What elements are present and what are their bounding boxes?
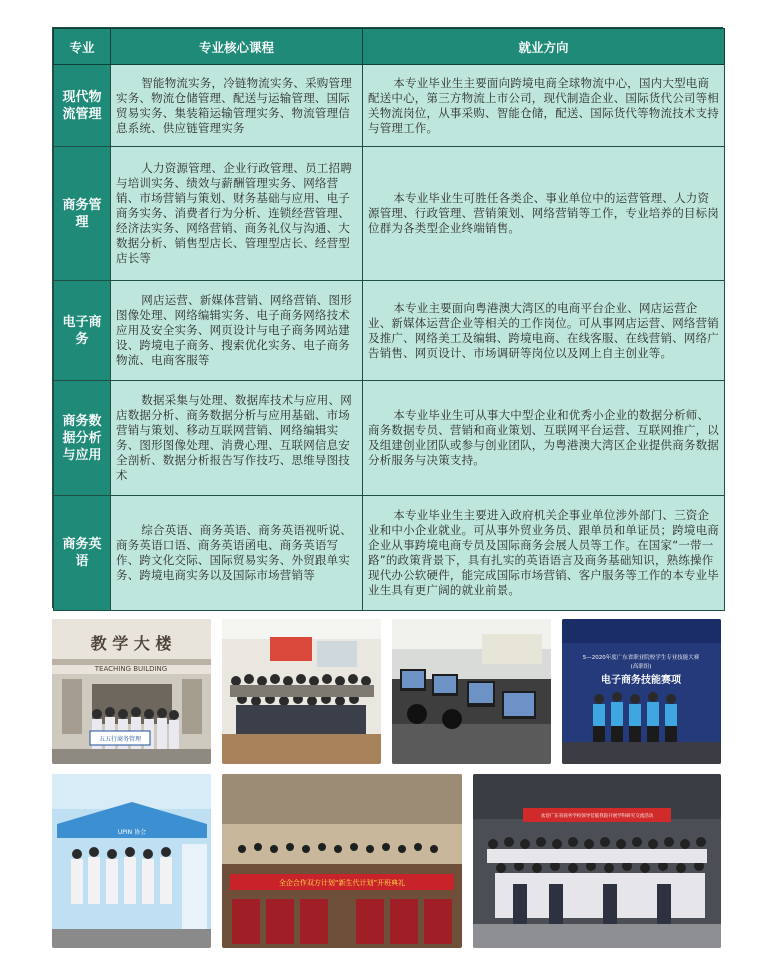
header-courses: 专业核心课程	[111, 29, 363, 65]
career-direction: 本专业主要面向粤港澳大湾区的电商平台企业、网店运营企业、新媒体运营企业等相关的工作岗位。可从事网店运营、网络营销及推广、网络美工及编辑、跨境电商、在线客服、在线营销、网络广告销售、网页设计、市场调研等岗位以及网上自主创业等。	[363, 281, 725, 381]
building-sign-en: TEACHING BUILDING	[94, 665, 168, 673]
competition-sub: (高职组)	[630, 664, 652, 670]
major-name: 商务管理	[54, 147, 111, 281]
photo-banner: 五五行商务管理	[98, 736, 142, 743]
major-name: 现代物流管理	[54, 65, 111, 147]
core-courses: 人力资源管理、企业行政管理、员工招聘与培训实务、绩效与薪酬管理实务、网络营销、市场营销与策划、财务基础与应用、电子商务实务、消费者行为分析、连锁经营管理、经济法实务、网络营销、商务礼仪与沟通、大数据分析、销售型店长、管理型店长、经营型店长等	[111, 147, 363, 281]
career-direction: 本专业毕业生可从事大中型企业和优秀小企业的数据分析师、商务数据专员、营销和商业策划、互联网平台运营、互联网推广，以及组建创业团队或参与创业团队，为粤港澳大湾区企业提供商务数据分析服务与决策支持。	[363, 381, 725, 496]
competition-title: 电子商务技能赛项	[601, 675, 681, 686]
competition-banner: 5—2020年度广东省职业院校学生专业技能大赛	[582, 655, 700, 661]
header-major: 专业	[54, 29, 111, 65]
core-courses: 数据采集与处理、数据库技术与应用、网店数据分析、商务数据分析与应用基础、市场营销与策划、移动互联网营销、网络编辑实务、图形图像处理、消费心理、互联网信息安全剖析、数据分析报告写作技巧、思维导图技术	[111, 381, 363, 496]
major-name: 商务数据分析与应用	[54, 381, 111, 496]
photo-delegation-visit	[473, 774, 721, 948]
major-name: 电子商务	[54, 281, 111, 381]
photo-teaching-building	[52, 619, 211, 764]
photo-auditorium-ceremony	[222, 774, 462, 948]
table-row	[54, 381, 725, 496]
tent-banner: UPIN 协会	[117, 829, 147, 836]
table-row	[54, 147, 725, 281]
photo-tent-event	[52, 774, 211, 948]
table-row	[54, 496, 725, 611]
photo-classroom-group	[222, 619, 381, 764]
header-career: 就业方向	[363, 29, 725, 65]
career-direction: 本专业毕业生可胜任各类企、事业单位中的运营管理、人力资源管理、行政管理、营销策划、网络营销等工作，专业培养的目标岗位群为各类型企业终端销售。	[363, 147, 725, 281]
photo-computer-lab	[392, 619, 551, 764]
major-name: 商务英语	[54, 496, 111, 611]
career-direction: 本专业毕业生主要进入政府机关企事业单位涉外部门、三资企业和中小企业就业。可从事外贸业务员、跟单员和单证员；跨境电商企业从事跨境电商专员及国际商务会展人员等工作。在国家“一带一路”的政策背景下，具有扎实的英语语言及商务基础知识，熟练操作现代办公软硬件，能完成国际市场营销、客户服务等工作的本专业毕业生具有更广阔的就业前景。	[363, 496, 725, 611]
career-direction: 本专业毕业生主要面向跨境电商全球物流中心，国内大型电商配送中心，第三方物流上市公司，现代制造企业、国际货代公司等相关物流岗位，从事采购、智能仓储，配送、国际货代等物流技术支持与管理工作。	[363, 65, 725, 147]
photo-competition-stage	[562, 619, 721, 764]
core-courses: 智能物流实务，冷链物流实务、采购管理实务、物流仓储管理、配送与运输管理、国际贸易实务、集装箱运输管理实务、物流管理信息系统、供应链管理实务	[111, 65, 363, 147]
major-table	[52, 27, 723, 608]
table-row	[54, 281, 725, 381]
core-courses: 综合英语、商务英语、商务英语视听说、商务英语口语、商务英语函电、商务英语写作、跨文化交际、国际贸易实务、外贸跟单实务、跨境电商实务以及国际市场营销等	[111, 496, 363, 611]
delegation-banner: 欢迎广东省商务学校领导莅临我院开展学科研究交流活动	[540, 814, 654, 819]
table-row	[54, 65, 725, 147]
ceremony-banner: 全企合作双方计划“新生代计划”开班典礼	[278, 879, 406, 887]
core-courses: 网店运营、新媒体营销、网络营销、图形图像处理、网络编辑实务、电子商务网络技术应用及安全实务、网页设计与电子商务网站建设、跨境电子商务、搜索优化实务、电子商务物流、电商客服等	[111, 281, 363, 381]
building-sign: 教 学 大 楼	[90, 634, 172, 653]
